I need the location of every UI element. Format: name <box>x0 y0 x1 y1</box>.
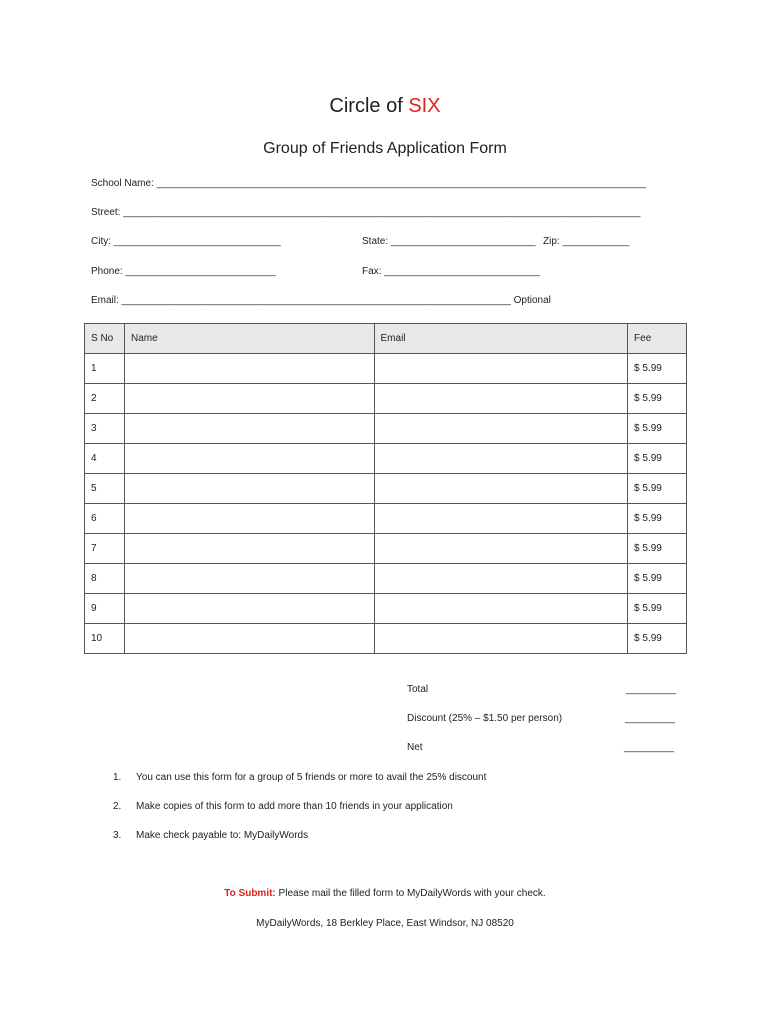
note-text: You can use this form for a group of 5 friends or more to avail the 25% discount <box>136 772 487 783</box>
name-cell[interactable] <box>124 564 374 594</box>
table-row <box>85 444 687 474</box>
discount-blank[interactable]: _________ <box>625 713 676 724</box>
name-cell[interactable] <box>124 594 374 624</box>
email-cell[interactable] <box>374 414 628 444</box>
form-subtitle: Group of Friends Application Form <box>263 140 507 157</box>
name-cell[interactable] <box>124 474 374 504</box>
total-label: Total <box>407 684 429 695</box>
sno-cell: 7 <box>85 534 125 564</box>
table-row <box>85 564 687 594</box>
name-cell[interactable] <box>124 444 374 474</box>
sno-cell: 10 <box>85 624 125 654</box>
table-row <box>85 504 687 534</box>
email-cell[interactable] <box>374 504 628 534</box>
fee-cell: $ 5.99 <box>628 624 687 654</box>
sno-cell: 3 <box>85 414 125 444</box>
fee-cell: $ 5.99 <box>628 564 687 594</box>
email-cell[interactable] <box>374 354 628 384</box>
email-cell[interactable] <box>374 624 628 654</box>
zip-field[interactable]: Zip: ____________ <box>543 236 630 247</box>
submit-label: To Submit: <box>224 888 276 899</box>
city-field[interactable]: City: ______________________________ <box>91 236 281 247</box>
fax-field[interactable]: Fax: ____________________________ <box>362 266 540 277</box>
net-label: Net <box>407 742 423 753</box>
note-text: Make copies of this form to add more than 10 friends in your application <box>136 801 453 812</box>
fee-cell: $ 5.99 <box>628 474 687 504</box>
note-number: 1. <box>113 772 122 783</box>
email-cell[interactable] <box>374 384 628 414</box>
email-cell[interactable] <box>374 474 628 504</box>
table-row <box>85 384 687 414</box>
header-fee: Fee <box>628 324 687 354</box>
table-row <box>85 414 687 444</box>
form-title <box>0 95 770 118</box>
net-blank[interactable]: _________ <box>624 742 675 753</box>
email-field[interactable]: Email: ______________________________________________________________________ Optional <box>91 295 551 306</box>
table-header-row <box>85 324 687 354</box>
fee-cell: $ 5.99 <box>628 534 687 564</box>
mailing-address: MyDailyWords, 18 Berkley Place, East Windsor, NJ 08520 <box>256 918 514 929</box>
sno-cell: 2 <box>85 384 125 414</box>
name-cell[interactable] <box>124 624 374 654</box>
table-row <box>85 624 687 654</box>
name-cell[interactable] <box>124 504 374 534</box>
street-field[interactable]: Street: _____________________________________________________________________________________________ <box>91 207 641 218</box>
name-cell[interactable] <box>124 414 374 444</box>
fee-cell: $ 5.99 <box>628 354 687 384</box>
table-row <box>85 474 687 504</box>
email-cell[interactable] <box>374 534 628 564</box>
email-cell[interactable] <box>374 564 628 594</box>
title-accent: SIX <box>408 95 441 117</box>
email-cell[interactable] <box>374 444 628 474</box>
sno-cell: 1 <box>85 354 125 384</box>
fee-cell: $ 5.99 <box>628 414 687 444</box>
table-row <box>85 354 687 384</box>
sno-cell: 4 <box>85 444 125 474</box>
fee-cell: $ 5.99 <box>628 384 687 414</box>
title-prefix: Circle of <box>329 95 409 117</box>
name-cell[interactable] <box>124 534 374 564</box>
name-cell[interactable] <box>124 384 374 414</box>
sno-cell: 5 <box>85 474 125 504</box>
note-number: 3. <box>113 830 122 841</box>
note-text: Make check payable to: MyDailyWords <box>136 830 309 841</box>
school-name-field[interactable]: School Name: ________________________________________________________________________________________ <box>91 178 646 189</box>
phone-field[interactable]: Phone: ___________________________ <box>91 266 276 277</box>
table-row <box>85 534 687 564</box>
header-email: Email <box>374 324 628 354</box>
sno-cell: 9 <box>85 594 125 624</box>
header-sno: S No <box>85 324 125 354</box>
fee-cell: $ 5.99 <box>628 594 687 624</box>
submit-text: Please mail the filled form to MyDailyWords with your check. <box>275 888 546 899</box>
total-blank[interactable]: _________ <box>626 684 677 695</box>
email-cell[interactable] <box>374 594 628 624</box>
fee-cell: $ 5.99 <box>628 504 687 534</box>
state-field[interactable]: State: __________________________ <box>362 236 536 247</box>
fee-cell: $ 5.99 <box>628 444 687 474</box>
discount-label: Discount (25% – $1.50 per person) <box>407 713 563 724</box>
sno-cell: 8 <box>85 564 125 594</box>
table-row <box>85 594 687 624</box>
note-number: 2. <box>113 801 122 812</box>
sno-cell: 6 <box>85 504 125 534</box>
header-name: Name <box>124 324 374 354</box>
submit-instructions <box>0 888 770 899</box>
friends-table <box>84 323 687 654</box>
name-cell[interactable] <box>124 354 374 384</box>
